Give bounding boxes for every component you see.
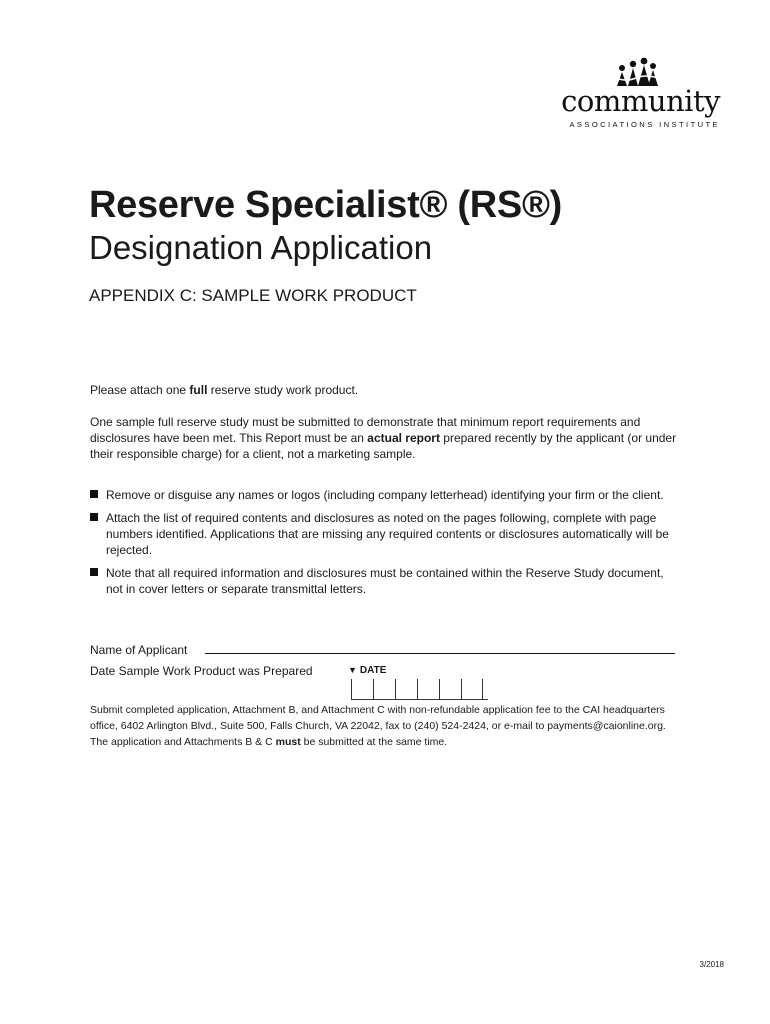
applicant-name-field[interactable] — [205, 653, 675, 654]
date-digit-box[interactable] — [373, 679, 395, 699]
list-item — [90, 510, 680, 558]
submit-text-end: be submitted at the same time. — [300, 736, 448, 748]
date-digit-box[interactable] — [351, 679, 373, 699]
revision-date: 3/2018 — [699, 960, 724, 969]
square-bullet-icon — [90, 568, 98, 576]
list-item — [90, 487, 680, 503]
list-item-text: Remove or disguise any names or logos (including company letterhead) identifying your firm or the client. — [106, 488, 664, 502]
list-item — [90, 565, 680, 597]
date-prepared-label: Date Sample Work Product was Prepared — [90, 664, 313, 678]
list-item-text: Note that all required information and disclosures must be contained within the Reserve Study document, not in cover letters or separate transmittal letters. — [106, 566, 664, 596]
submission-instructions — [90, 702, 670, 750]
attach-text: Please attach one — [90, 383, 190, 397]
logo-subtitle: ASSOCIATIONS INSTITUTE — [569, 120, 720, 129]
date-hint-text: DATE — [359, 665, 387, 676]
requirements-list — [90, 487, 680, 604]
sample-requirement — [90, 414, 680, 462]
page-subtitle: Designation Application — [89, 229, 433, 266]
sample-text-end: prepared recently by the applicant (or under their responsible charge) for a client, not a marketing sample. — [90, 431, 677, 461]
date-digit-box[interactable] — [395, 679, 417, 699]
date-digit-box[interactable] — [461, 679, 483, 699]
sample-text: One sample full reserve study must be submitted to demonstrate that minimum report requirements and disclosures have been met. This Report must be an — [90, 415, 641, 445]
cai-logo — [548, 56, 720, 132]
square-bullet-icon — [90, 490, 98, 498]
square-bullet-icon — [90, 513, 98, 521]
submit-text: Submit completed application, Attachment B, and Attachment C with non-refundable application fee to the CAI headquarters office, 6402 Arlington Blvd., Suite 500, Falls Church, VA 22042, fax to (240) 524-2424, or e-mail to payments@caionline.org. The application and Attachments B & C — [90, 704, 666, 748]
attach-text-end: reserve study work product. — [207, 383, 359, 397]
list-item-text: Attach the list of required contents and disclosures as noted on the pages following, complete with page numbers identified. Applications that are missing any required contents or disclosures automatically will be rejected. — [106, 511, 669, 557]
logo-wordmark: community — [561, 84, 720, 118]
page-title: Reserve Specialist® (RS®) — [89, 184, 563, 226]
date-digit-box[interactable] — [417, 679, 439, 699]
attach-instruction — [90, 382, 680, 398]
appendix-heading: APPENDIX C: SAMPLE WORK PRODUCT — [89, 286, 417, 305]
sample-emphasis: actual report — [367, 431, 440, 445]
date-digit-box[interactable] — [439, 679, 461, 699]
applicant-name-label: Name of Applicant — [90, 643, 188, 657]
date-field-baseline — [351, 699, 488, 700]
date-field[interactable] — [351, 679, 483, 699]
submit-emphasis: must — [275, 736, 301, 748]
triangle-down-icon: ▼ — [348, 665, 357, 675]
attach-emphasis: full — [189, 383, 208, 397]
date-hint — [348, 663, 386, 678]
